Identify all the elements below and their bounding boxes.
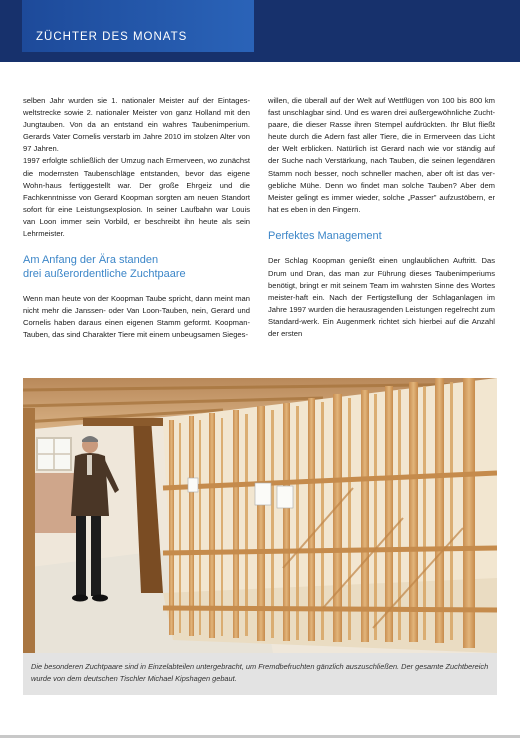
section-title: ZÜCHTER DES MONATS bbox=[36, 31, 188, 43]
right-column bbox=[268, 95, 495, 340]
right-subheading: Perfektes Management bbox=[268, 229, 382, 242]
photo-caption-box bbox=[23, 653, 497, 695]
left-subheading bbox=[23, 254, 250, 281]
left-column bbox=[23, 95, 250, 342]
left-subheading-line-2: drei außerordentliche Zuchtpaare bbox=[23, 267, 186, 280]
left-paragraph-1: selben Jahr wurden sie 1. nationaler Meister auf der Eintages-weltstrecke sowie 2. nationaler Meister von ganz Holland mit den Jungtauben. Von da an entstand ein wahres Taubenimperium. Gerards Vater Cornelis verstarb im Jahre 2010 im stolzen Alter von 97 Jahren. bbox=[23, 96, 250, 154]
right-paragraph-2: Der Schlag Koopman genießt einen unglaublichen Auftritt. Das Drum und Dran, das man zur Führung dieses Taubenimperiums benötigt, bringt er mit seinem Team im wahrsten Sinne des Wortes meister-haft ein. Nach der Fertigstellung der Schlaganlagen im Jahre 1997 wurden die herausragenden Leistungen regelrecht zum Standard-werk. Ein Augenmerk richtet sich hierbei auf die Anzahl der ersten bbox=[268, 256, 495, 338]
loft-photo bbox=[23, 378, 497, 653]
section-tab bbox=[22, 0, 254, 52]
left-paragraph-3: Wenn man heute von der Koopman Taube spricht, dann meint man nicht mehr die Janssen- oder Van Loon-Tauben, nein, Gerard und Cornelis haben daraus einen eigenen Stamm geformt. Koopman-Tauben, das sind Charakter Tiere mit einem unbeugsamen Sieges- bbox=[23, 294, 250, 340]
left-paragraph-2: 1997 erfolgte schließlich der Umzug nach Ermerveen, wo zunächst die modernsten Taubenschläge entstanden, bevor das eigene Wohn-haus fertiggestellt war. Der große Ehrgeiz und die Fachkenntnisse von Gerard Koopman sorgten am neuen Standort sofort für eine Leistungsexplosion. In seiner Laufbahn war Louis van Loon immer sein Vorbild, er beschreibt ihn heute als sein Lehrmeister. bbox=[23, 156, 250, 239]
right-paragraph-1: willen, die überall auf der Welt auf Wettflügen von 100 bis 800 km fast unschlagbar sind. Und es waren drei außergewöhnliche Zucht-paare, die dieser Rasse ihren Stempel aufdrückten. Ihr Blut fließt heute durch die Adern fast aller Tiere, die in Ermerveen das Licht der Welt erblicken. Natürlich ist Gerard nach wie vor ständig auf der Suche nach Verstärkung, nach Tauben, die seinen legendären Stamm noch besser, noch schneller machen, aber oft ist das ver-gebliche Mühe. Denn wo findet man solche Tauben? Aber dem Meister gelingt es immer wieder, solche „Passer" aufzustöbern, er hat es eben in den Fingern. bbox=[268, 96, 495, 214]
loft-illustration bbox=[23, 378, 497, 653]
left-subheading-line-1: Am Anfang der Ära standen bbox=[23, 254, 159, 267]
photo-caption: Die besonderen Zuchtpaare sind in Einzelabteilen untergebracht, um Fremdbefruchten gänzlich auszuschließen. Der gesamte Zuchtbereich wurde von dem deutschen Tischler Michael Kipshagen gebaut. bbox=[31, 662, 489, 684]
